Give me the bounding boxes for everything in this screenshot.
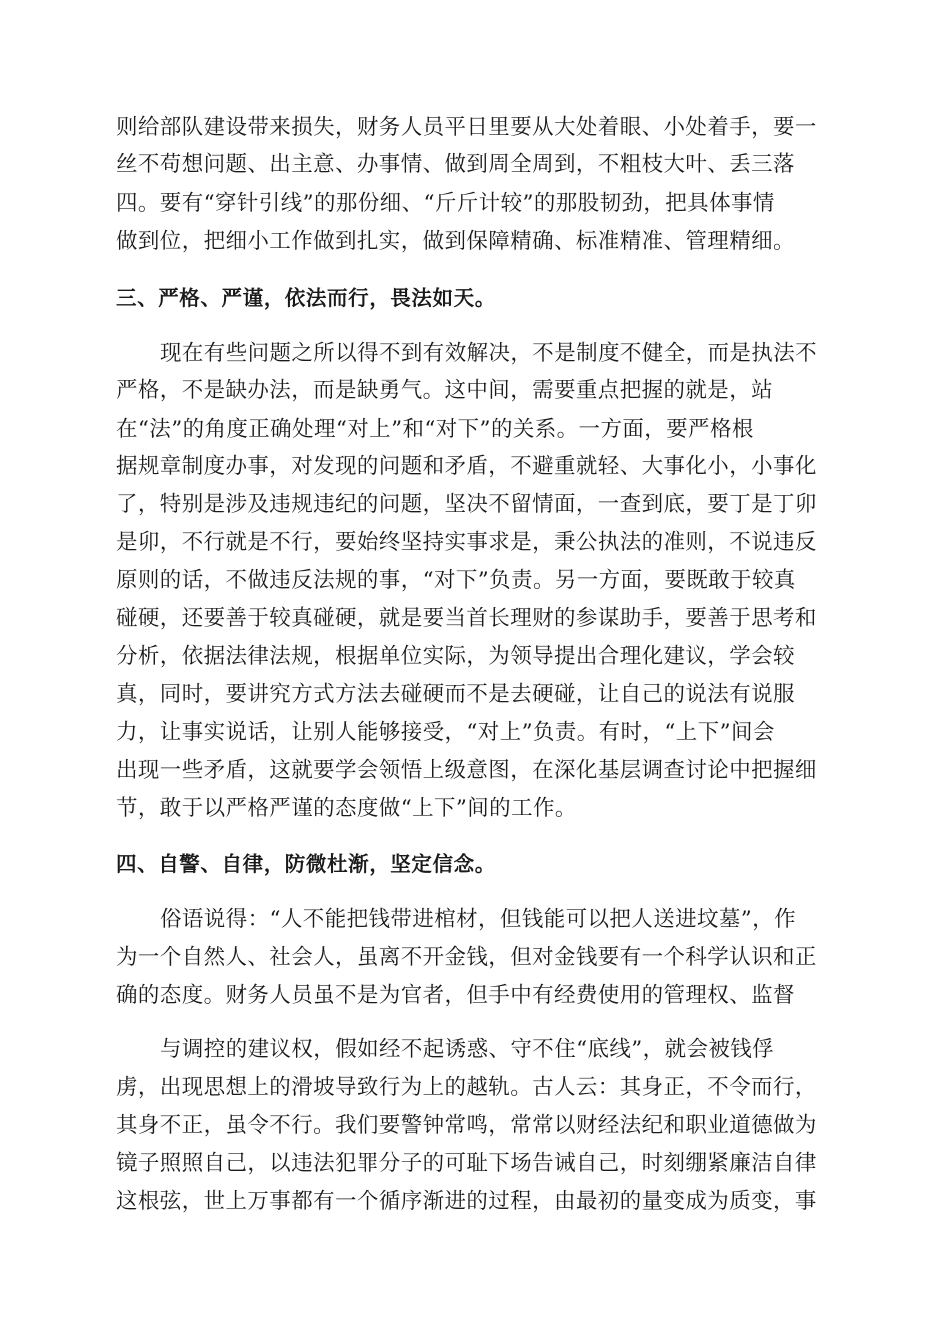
paragraph-line: 真，同时，要讲究方式方法去碰硬而不是去硬碰，让自己的说法有说服 bbox=[116, 682, 795, 707]
paragraph-line: 则给部队建设带来损失，财务人员平日里要从大处着眼、小处着手，要一 bbox=[116, 115, 817, 140]
paragraph-line: 节，敢于以严格严谨的态度做“上下”间的工作。 bbox=[116, 796, 577, 821]
paragraph-line: 严格，不是缺办法，而是缺勇气。这中间，需要重点把握的就是，站 bbox=[116, 378, 774, 403]
paragraph-line: 力，让事实说话，让别人能够接受，“对上”负责。有时，“上下”间会 bbox=[116, 720, 775, 745]
paragraph-line: 镜子照照自己，以违法犯罪分子的可耻下场告诫自己，时刻绷紧廉洁自律 bbox=[116, 1151, 817, 1176]
paragraph-line: 做到位，把细小工作做到扎实，做到保障精确、标准精准、管理精细。 bbox=[116, 229, 795, 254]
paragraph-line: 据规章制度办事，对发现的问题和矛盾，不避重就轻、大事化小，小事化 bbox=[116, 454, 817, 479]
paragraph-line: 这根弦，世上万事都有一个循序渐进的过程，由最初的量变成为质变，事 bbox=[116, 1189, 817, 1214]
paragraph-line: 碰硬，还要善于较真碰硬，就是要当首长理财的参谋助手，要善于思考和 bbox=[116, 606, 817, 631]
paragraph-line: 在“法”的角度正确处理“对上”和“对下”的关系。一方面，要严格根 bbox=[116, 417, 754, 442]
paragraph-line: 其身不正，虽令不行。我们要警钟常鸣，常常以财经法纪和职业道德做为 bbox=[116, 1113, 817, 1138]
paragraph-line: 了，特别是涉及违规违纪的问题，坚决不留情面，一查到底，要丁是丁卯 bbox=[116, 492, 817, 517]
paragraph-line: 为一个自然人、社会人，虽离不开金钱，但对金钱要有一个科学认识和正 bbox=[116, 945, 817, 970]
paragraph-line: 分析，依据法律法规，根据单位实际，为领导提出合理化建议，学会较 bbox=[116, 644, 795, 669]
paragraph-line: 确的态度。财务人员虽不是为官者，但手中有经费使用的管理权、监督 bbox=[116, 983, 795, 1008]
paragraph-line: 四。要有“穿针引线”的那份细、“斤斤计较”的那股韧劲，把具体事情 bbox=[116, 191, 775, 216]
paragraph-line: 原则的话，不做违反法规的事，“对下”负责。另一方面，要既敢于较真 bbox=[116, 568, 796, 593]
paragraph-line: 出现一些矛盾，这就要学会领悟上级意图，在深化基层调查讨论中把握细 bbox=[116, 758, 817, 783]
paragraph-line: 是卯，不行就是不行，要始终坚持实事求是，秉公执法的准则，不说违反 bbox=[116, 530, 817, 555]
paragraph-line: 现在有些问题之所以得不到有效解决，不是制度不健全，而是执法不 bbox=[160, 341, 818, 366]
section-heading-3: 三、严格、严谨，依法而行，畏法如天。 bbox=[116, 286, 496, 310]
paragraph-line: 与调控的建议权，假如经不起诱惑、守不住“底线”，就会被钱俘 bbox=[160, 1037, 775, 1062]
paragraph-line: 虏，出现思想上的滑坡导致行为上的越轨。古人云：其身正，不令而行， bbox=[116, 1075, 817, 1100]
paragraph-line: 丝不苟想问题、出主意、办事情、做到周全周到，不粗枝大叶、丢三落 bbox=[116, 152, 795, 177]
section-heading-4: 四、自警、自律，防微杜渐，坚定信念。 bbox=[116, 852, 496, 876]
paragraph-line: 俗语说得：“人不能把钱带进棺材，但钱能可以把人送进坟墓”，作 bbox=[160, 907, 796, 932]
